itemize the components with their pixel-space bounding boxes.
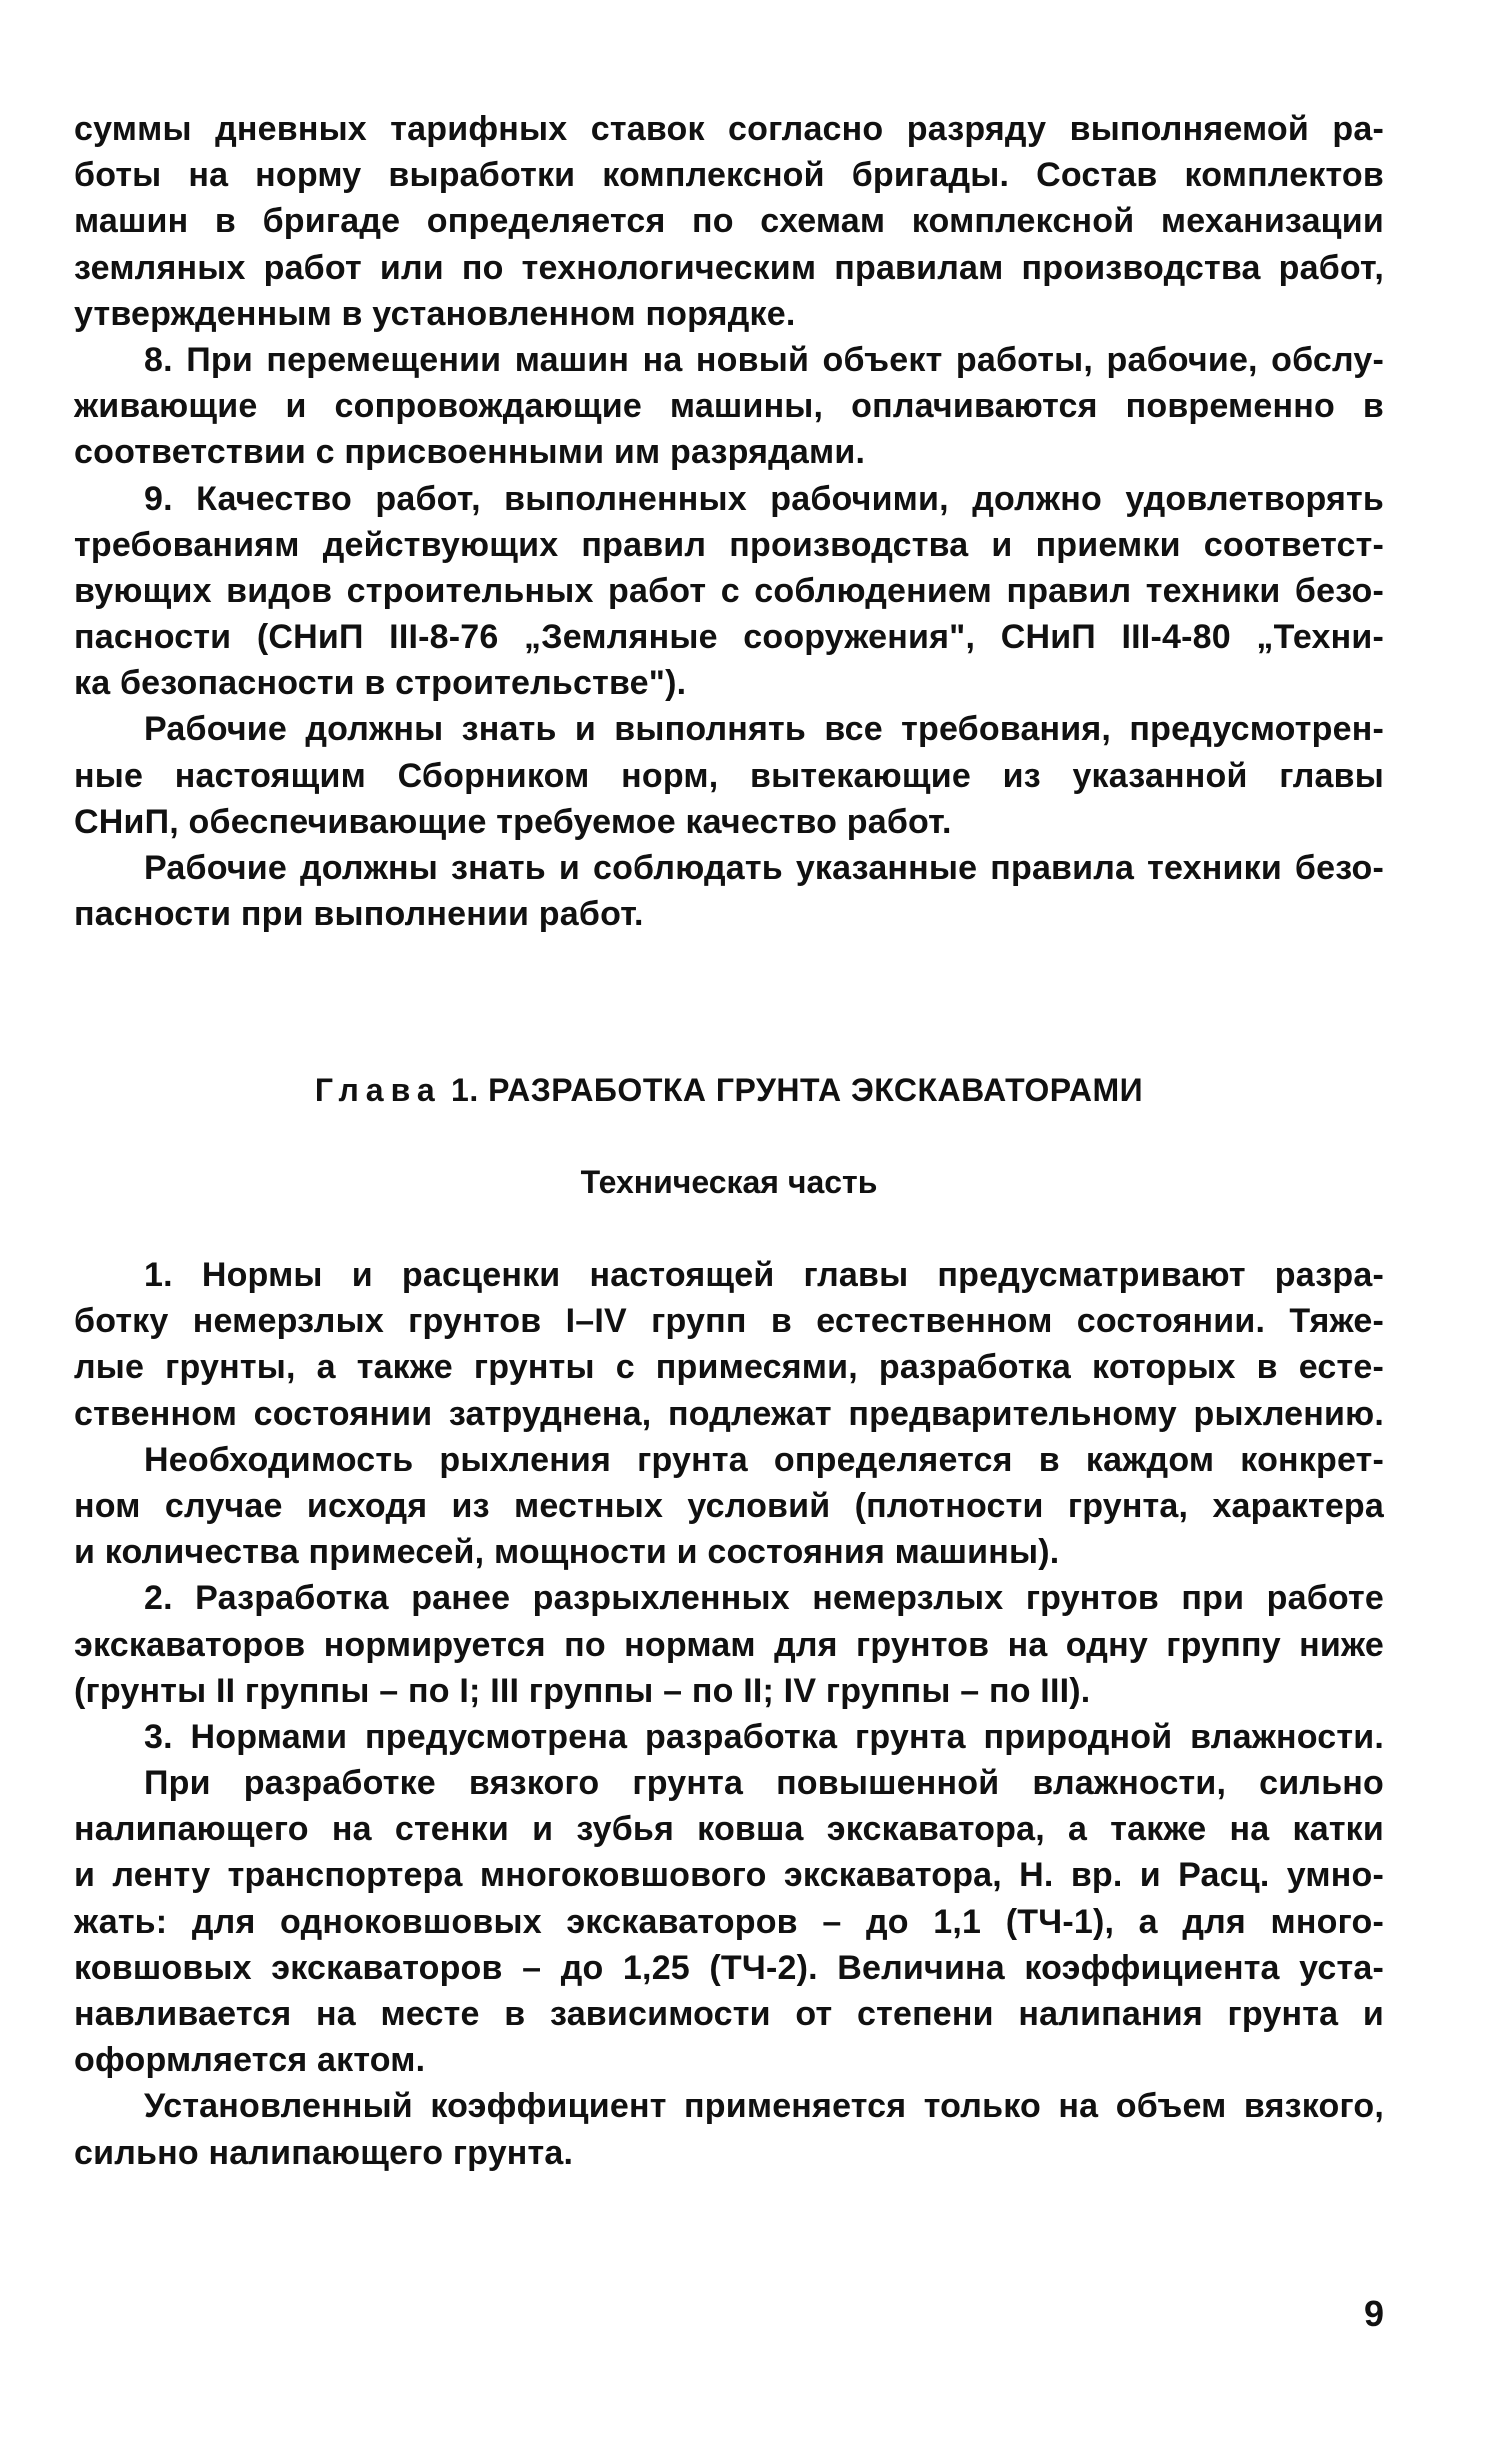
text-line: жать: для одноковшовых экскаваторов – до 1,1 (ТЧ-1), а для много-	[74, 1902, 1384, 1941]
text-line: земляных работ или по технологическим правилам производства работ,	[74, 248, 1384, 287]
text-line: пасности при выполнении работ.	[74, 895, 644, 934]
chapter-title-text: 1. РАЗРАБОТКА ГРУНТА ЭКСКАВАТОРАМИ	[441, 1072, 1144, 1108]
text-line: соответствии с присвоенными им разрядами.	[74, 433, 866, 472]
text-line: ковшовых экскаваторов – до 1,25 (ТЧ-2). Величина коэффициента уста-	[74, 1948, 1384, 1987]
text-line: и ленту транспортера многоковшового экскаватора, Н. вр. и Расц. умно-	[74, 1856, 1384, 1895]
text-line: 1. Нормы и расценки настоящей главы предусматривают разра-	[144, 1256, 1384, 1294]
text-line: Необходимость рыхления грунта определяется в каждом конкрет-	[144, 1440, 1384, 1479]
text-line: ственном состоянии затруднена, подлежат предварительному рыхлению.	[74, 1394, 1384, 1433]
text-line: налипающего на стенки и зубья ковша экскаватора, а также на катки	[74, 1810, 1384, 1849]
text-line: навливается на месте в зависимости от степени налипания грунта и	[74, 1995, 1384, 2033]
text-line: машин в бригаде определяется по схемам комплексной механизации	[74, 202, 1384, 241]
text-line: СНиП, обеспечивающие требуемое качество работ.	[74, 802, 952, 841]
text-line: живающие и сопровождающие машины, оплачиваются повременно в	[74, 387, 1384, 426]
technical-part-text-block	[74, 1252, 1384, 2176]
text-line: пасности (СНиП III-8-76 „Земляные сооружения", СНиП III-4-80 „Техни-	[74, 618, 1384, 657]
text-line: ка безопасности в строительстве").	[74, 664, 687, 703]
text-line: 2. Разработка ранее разрыхленных немерзлых грунтов при работе	[144, 1579, 1384, 1618]
text-line: ном случае исходя из местных условий (плотности грунта, характера	[74, 1486, 1384, 1525]
text-line: суммы дневных тарифных ставок согласно разряду выполняемой ра-	[74, 110, 1384, 148]
text-line: и количества примесей, мощности и состояния машины).	[74, 1533, 1060, 1572]
text-line: При разработке вязкого грунта повышенной влажности, сильно	[144, 1764, 1384, 1803]
text-line: Рабочие должны знать и соблюдать указанные правила техники безо-	[144, 849, 1384, 887]
section-heading: Техническая часть	[580, 1164, 878, 1200]
chapter-heading	[74, 1072, 1384, 1109]
text-line: ботку немерзлых грунтов I–IV групп в естественном состоянии. Тяже-	[74, 1302, 1384, 1341]
text-line: лые грунты, а также грунты с примесями, разработка которых в есте-	[74, 1348, 1384, 1387]
text-line: экскаваторов нормируется по нормам для грунтов на одну группу ниже	[74, 1625, 1384, 1664]
text-line: (грунты II группы – по I; III группы – по II; IV группы – по III).	[74, 1671, 1091, 1710]
text-line: 3. Нормами предусмотрена разработка грунта природной влажности.	[144, 1717, 1384, 1756]
text-line: 8. При перемещении машин на новый объект работы, рабочие, обслу-	[144, 340, 1384, 379]
page-number: 9	[1363, 2293, 1384, 2334]
intro-text-block	[74, 106, 1384, 937]
text-line: боты на норму выработки комплексной бригады. Состав комплектов	[74, 156, 1384, 195]
text-line: Рабочие должны знать и выполнять все требования, предусмотрен-	[144, 710, 1384, 749]
chapter-label: Глава	[314, 1072, 442, 1108]
text-line: сильно налипающего грунта.	[74, 2133, 574, 2172]
text-line: вующих видов строительных работ с соблюдением правил техники безо-	[74, 571, 1384, 610]
text-line: оформляется актом.	[74, 2041, 426, 2080]
text-line: Установленный коэффициент применяется только на объем вязкого,	[144, 2087, 1384, 2126]
text-line: утвержденным в установленном порядке.	[74, 294, 796, 333]
text-line: требованиям действующих правил производства и приемки соответст-	[74, 525, 1384, 564]
text-line: ные настоящим Сборником норм, вытекающие из указанной главы	[74, 756, 1384, 795]
text-line: 9. Качество работ, выполненных рабочими, должно удовлетворять	[144, 479, 1384, 518]
